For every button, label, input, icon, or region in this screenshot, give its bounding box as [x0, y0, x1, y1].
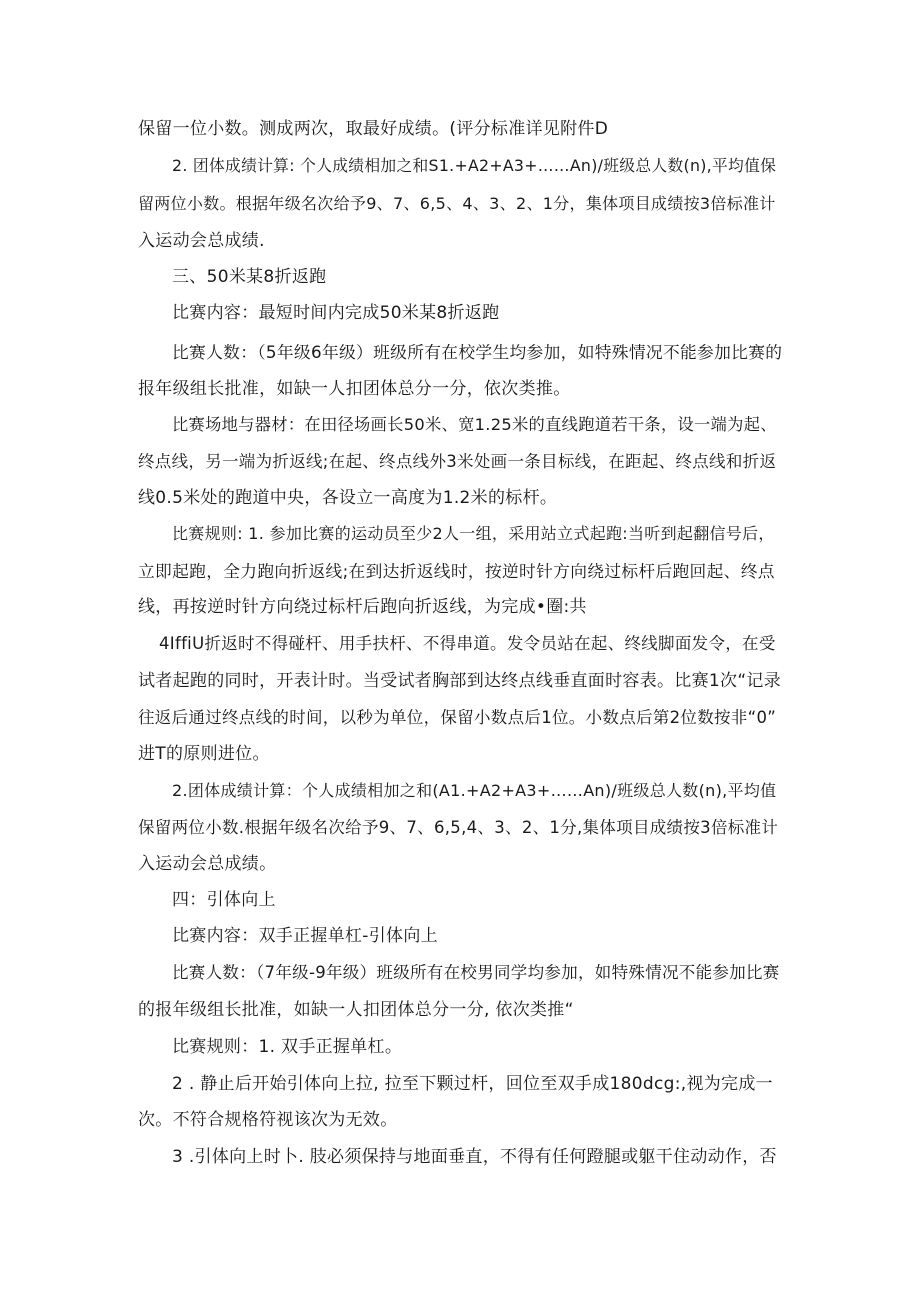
text-line-12: 比赛规则: 1. 参加比赛的运动员至少2人一组，采用站立式起跑:当听到起翻信号后，: [172, 524, 775, 543]
text-line-19: 2.团体成绩计算：个人成绩相加之和(A1.+A2+A3+……An)/班级总人数(n),平均值: [172, 781, 777, 800]
text-line-11: 线0.5米处的跑道中央，各设立一高度为1.2米的标杆。: [138, 488, 558, 508]
text-line-1: 保留一位小数。测成两次，取最好成绩。(评分标准详见附件D: [138, 119, 609, 139]
section-heading-3: 三、50米某8折返跑: [172, 267, 327, 287]
text-line-24: 比赛人数：（7年级-9年级）班级所有在校男同学均参加，如特殊情况不能参加比赛: [172, 963, 780, 982]
text-line-8: 报年级组长批准，如缺一人扣团体总分一分，依次类推。: [138, 379, 571, 399]
section-heading-4: 四：引体向上: [172, 890, 276, 910]
text-line-9: 比赛场地与器材：在田径场画长50米、宽1.25米的直线跑道若干条，设一端为起、: [172, 415, 777, 434]
text-line-21: 入运动会总成绩。: [138, 854, 277, 874]
text-line-6: 比赛内容：最短时间内完成50米某8折返跑: [172, 303, 500, 323]
text-line-23: 比赛内容：双手正握单杠-引体向上: [172, 926, 438, 946]
text-line-15: 4IffiU折返时不得碰杆、用手扶杆、不得串道。发令员站在起、终线脚面发令，在受: [159, 634, 776, 653]
text-line-25: 的报年级组长批准，如缺一人扣团体总分一分, 依次类推“: [138, 1000, 574, 1020]
text-line-13: 立即起跑，全力跑向折返线;在到达折返线时，按逆时针方向绕过标杆后跑回起、终点: [138, 561, 775, 581]
text-line-29: 3 .引体向上时卜. 肢必须保持与地面垂直，不得有任何蹬腿或躯干住动动作，否: [172, 1147, 777, 1167]
text-line-16: 试者起跑的同时，开表计时。当受试者胸部到达终点线垂直面时容表。比赛1次“记录: [138, 671, 782, 691]
text-line-27: 2 . 静止后开始引体向上拉, 拉至下颗过杆，回位至双手成180dcg:,视为完成一: [172, 1074, 773, 1094]
text-line-26: 比赛规则：1. 双手正握单杠。: [172, 1037, 403, 1057]
text-line-2: 2. 团体成绩计算: 个人成绩相加之和S1.+A2+A3+……An)/班级总人数(n),平均值保: [172, 156, 777, 175]
text-line-7: 比赛人数：（5年级6年级）班级所有在校学生均参加，如特殊情况不能参加比赛的: [172, 342, 783, 362]
text-line-18: 进T的原则进位。: [138, 744, 270, 764]
text-line-4: 入运动会总成绩.: [138, 231, 265, 251]
text-line-3: 留两位小数。根据年级名次给予9、7、6,5、4、3、2、1分，集体项目成绩按3倍标准计: [138, 194, 776, 213]
text-line-14: 线，再按逆时针方向绕过标杆后跑向折返线，为完成•圈:共: [138, 597, 587, 617]
text-line-20: 保留两位小数.根据年级名次给予9、7、6,5,4、3、2、1分,集体项目成绩按3倍标准计: [138, 818, 779, 837]
text-line-17: 往返后通过终点线的时间，以秒为单位，保留小数点后1位。小数点后第2位数按非“0”: [138, 708, 777, 727]
text-line-10: 终点线，另一端为折返线;在起、终点线外3米处画一条目标线，在距起、终点线和折返: [138, 452, 777, 471]
text-line-28: 次。不符合规格符视该次为无效。: [138, 1110, 398, 1130]
